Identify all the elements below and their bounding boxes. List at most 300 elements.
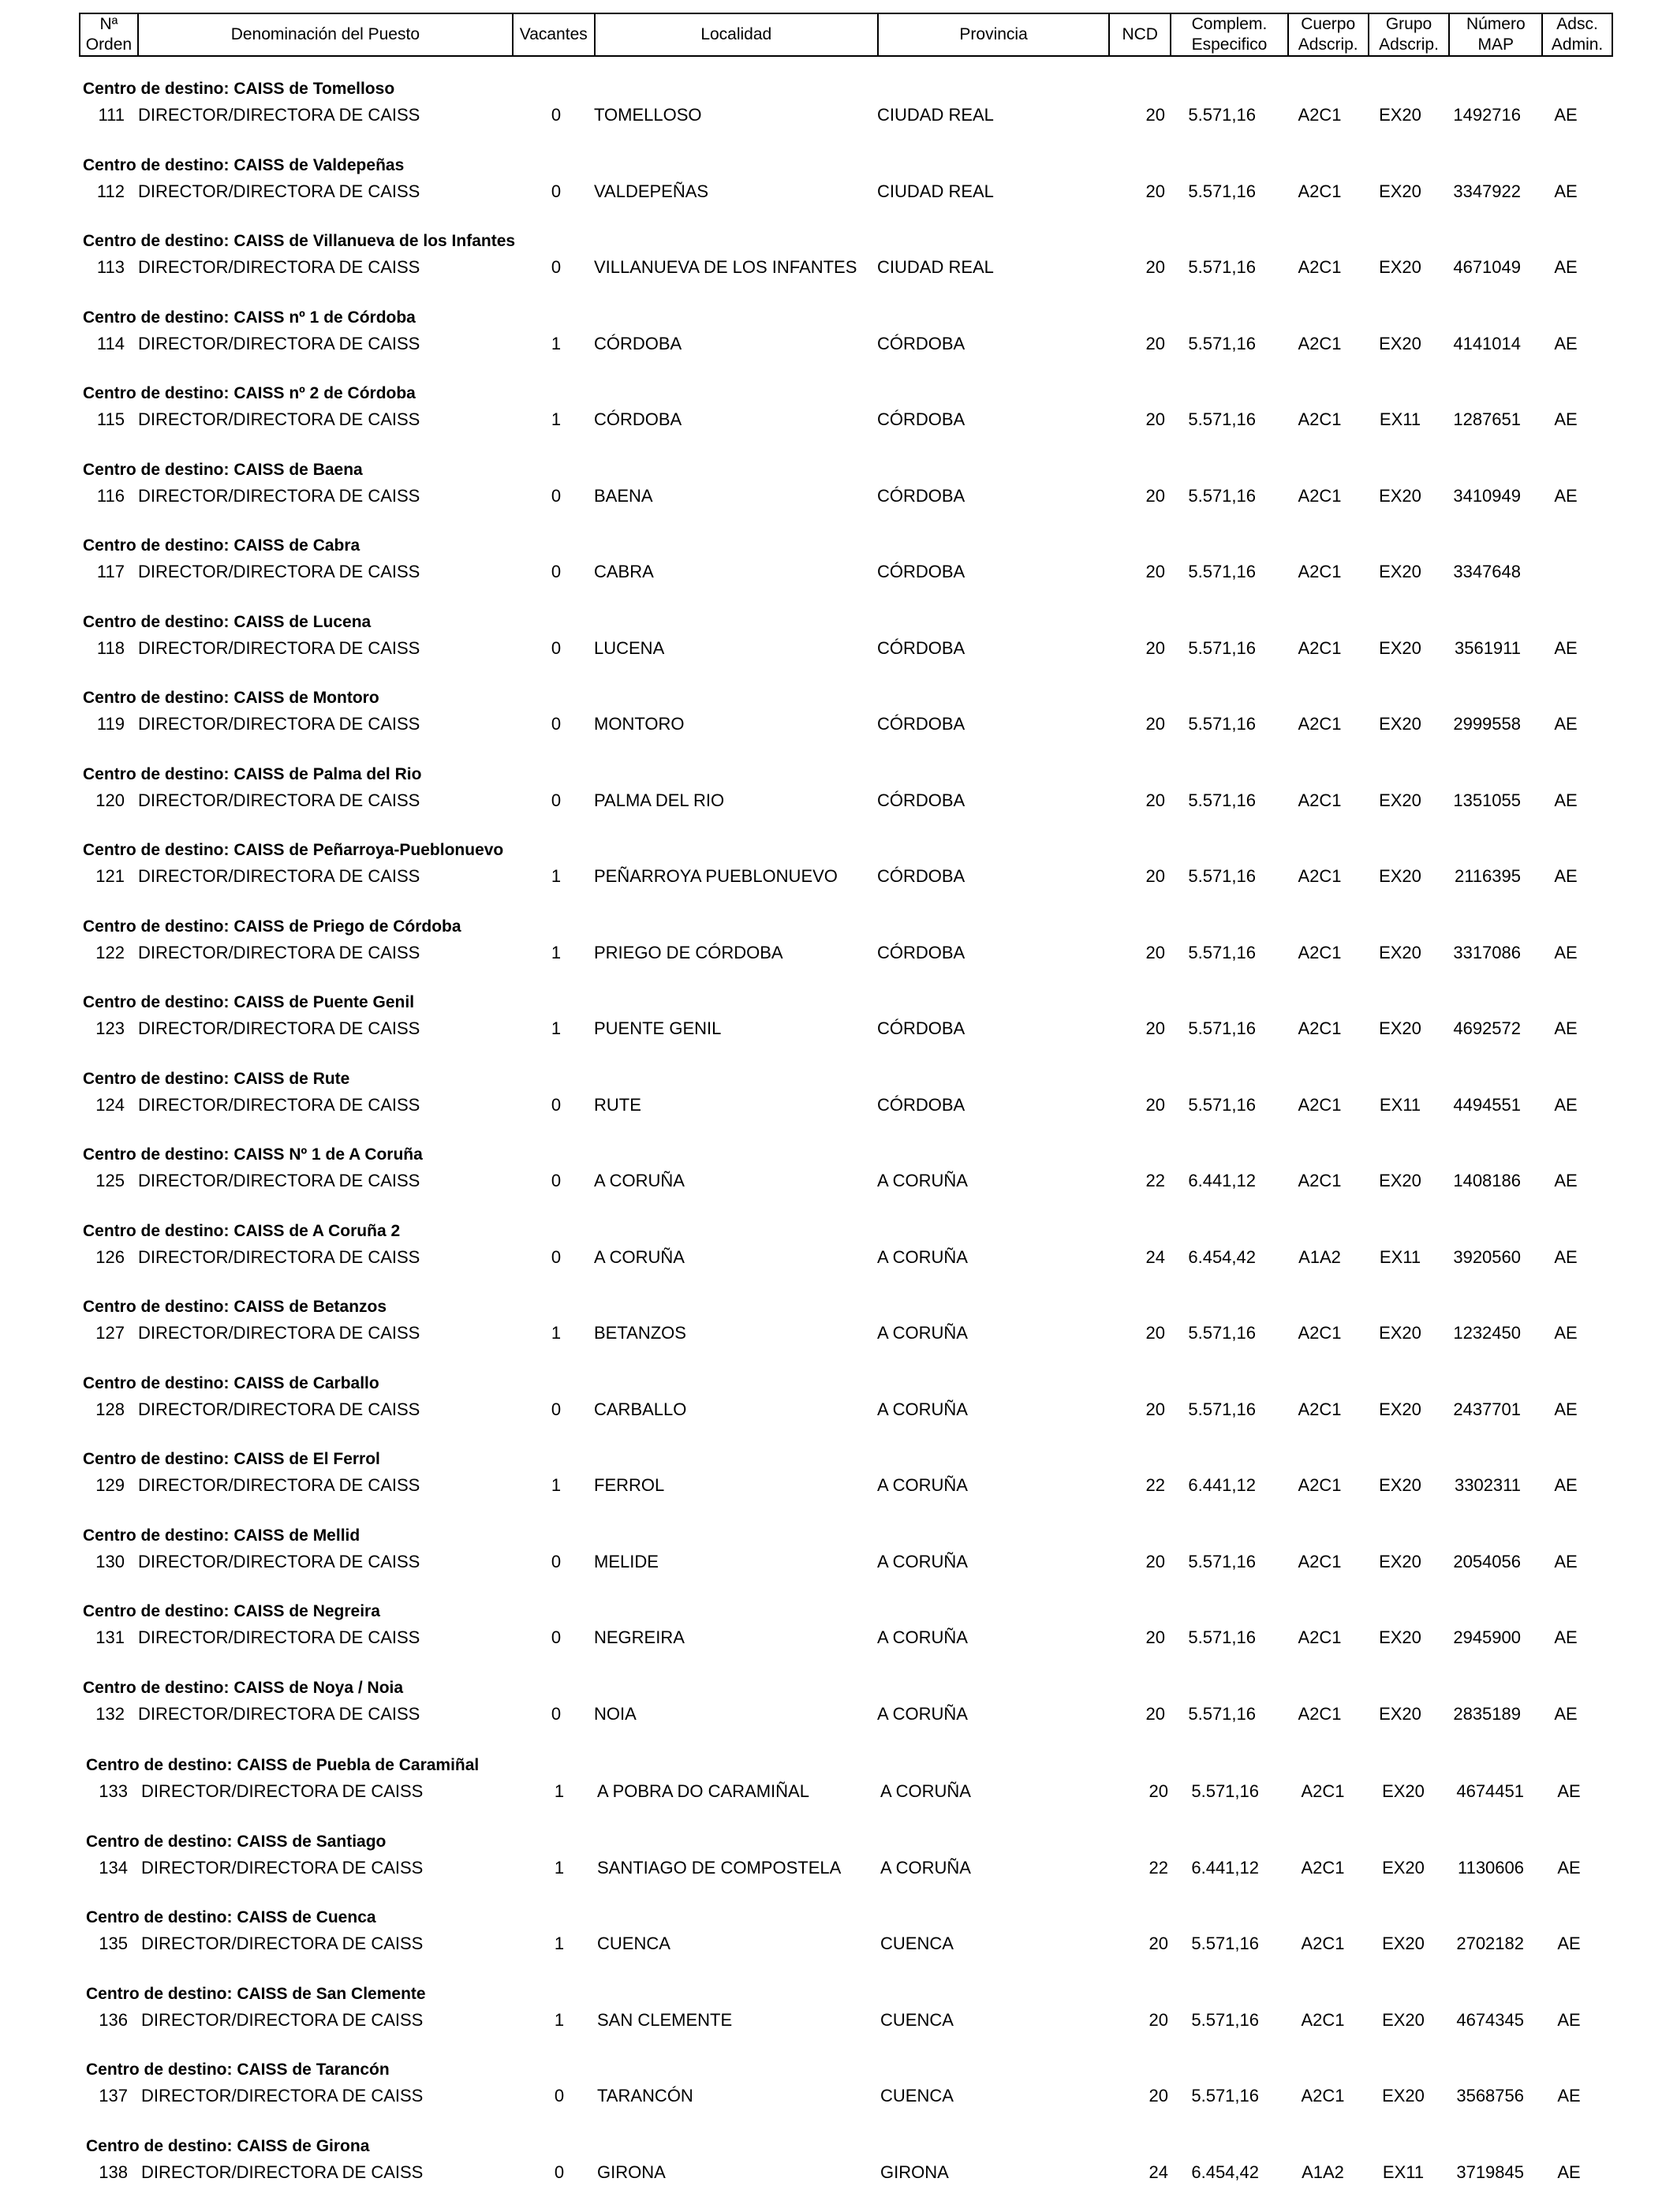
complem-cell: 5.571,16 (1188, 257, 1256, 277)
provincia-cell: CÓRDOBA (877, 333, 965, 353)
map-number-cell: 3347648 (1453, 562, 1521, 581)
ncd-cell: 20 (1145, 1703, 1165, 1724)
centro-destino-title: Centro de destino: CAISS de Baena (83, 460, 363, 479)
header-adsc: Adsc. Admin. (1551, 15, 1604, 54)
header-complem: Complem. Especifico (1171, 14, 1289, 55)
complem-cell: 6.441,12 (1191, 1857, 1259, 1878)
cuerpo-cell: A2C1 (1298, 637, 1342, 658)
centro-destino-title: Centro de destino: CAISS de Betanzos (83, 1298, 387, 1316)
puesto-cell: DIRECTOR/DIRECTORA DE CAISS (138, 1094, 420, 1115)
map-number-cell: 2945900 (1453, 1627, 1521, 1647)
map-number-cell: 1287651 (1453, 409, 1521, 429)
table-row (0, 561, 1677, 583)
grupo-cell: EX20 (1382, 2009, 1425, 2030)
table-row (0, 942, 1677, 964)
ncd-cell: 22 (1149, 1857, 1168, 1878)
complem-cell: 5.571,16 (1188, 105, 1256, 125)
localidad-cell: CARBALLO (594, 1399, 687, 1419)
vacantes-cell: 0 (551, 1399, 562, 1419)
header-orden: Nª Orden (80, 14, 139, 55)
adsc-cell: AE (1557, 2009, 1581, 2030)
provincia-cell: CIUDAD REAL (877, 105, 994, 125)
provincia-cell: A CORUÑA (880, 1781, 971, 1801)
adsc-cell: AE (1557, 1781, 1581, 1801)
provincia-cell: CUENCA (880, 2009, 954, 2030)
cuerpo-cell: A2C1 (1298, 333, 1342, 353)
provincia-cell: A CORUÑA (877, 1171, 968, 1190)
map-number-cell: 3302311 (1454, 1475, 1521, 1495)
table-row (0, 1474, 1677, 1496)
orden-cell: 126 (95, 1246, 125, 1267)
localidad-cell: CÓRDOBA (594, 409, 682, 429)
grupo-cell: EX20 (1379, 257, 1421, 277)
localidad-cell: A POBRA DO CARAMIÑAL (597, 1781, 809, 1801)
complem-cell: 5.571,16 (1188, 1399, 1256, 1419)
header-ncd: NCD (1110, 14, 1171, 55)
provincia-cell: A CORUÑA (877, 1551, 968, 1571)
puesto-cell: DIRECTOR/DIRECTORA DE CAISS (138, 1399, 420, 1419)
centro-entry (0, 1373, 1677, 1449)
ncd-cell: 20 (1145, 1323, 1165, 1343)
provincia-cell: CÓRDOBA (877, 1018, 965, 1038)
map-number-cell: 4674345 (1456, 2009, 1524, 2030)
grupo-cell: EX20 (1379, 1627, 1421, 1647)
orden-cell: 136 (99, 2009, 128, 2030)
cuerpo-cell: A2C1 (1298, 790, 1342, 810)
adsc-cell: AE (1554, 257, 1578, 277)
vacantes-cell: 0 (551, 257, 562, 277)
centro-entry (0, 1907, 1677, 1983)
map-number-cell: 1351055 (1453, 790, 1521, 810)
complem-cell: 6.454,42 (1188, 1246, 1256, 1267)
adsc-cell: AE (1557, 2162, 1581, 2182)
adsc-cell: AE (1554, 181, 1578, 201)
complem-cell: 5.571,16 (1191, 2009, 1259, 2030)
grupo-cell: EX11 (1379, 1094, 1421, 1115)
table-row (0, 2085, 1677, 2107)
vacantes-cell: 1 (554, 2009, 565, 2030)
localidad-cell: PUENTE GENIL (594, 1018, 722, 1038)
cuerpo-cell: A2C1 (1298, 562, 1342, 581)
provincia-cell: A CORUÑA (880, 1857, 971, 1878)
vacantes-cell: 1 (551, 1323, 562, 1343)
header-cuerpo: Cuerpo Adscrip. (1289, 14, 1369, 55)
grupo-cell: EX20 (1379, 1018, 1421, 1038)
table-row (0, 2162, 1677, 2184)
localidad-cell: MELIDE (594, 1551, 659, 1571)
orden-cell: 119 (96, 714, 125, 734)
puesto-cell: DIRECTOR/DIRECTORA DE CAISS (138, 1475, 420, 1495)
map-number-cell: 4141014 (1453, 333, 1521, 353)
centro-entry (0, 1526, 1677, 1601)
map-number-cell: 1408186 (1453, 1171, 1521, 1190)
centro-entry (0, 1832, 1677, 1907)
table-row (0, 1780, 1677, 1803)
puesto-cell: DIRECTOR/DIRECTORA DE CAISS (138, 1171, 420, 1190)
vacantes-cell: 0 (551, 1703, 562, 1724)
centro-destino-title: Centro de destino: CAISS de Tarancón (86, 2061, 390, 2079)
orden-cell: 134 (99, 1857, 128, 1878)
centro-entry (0, 1984, 1677, 2060)
grupo-cell: EX20 (1379, 1171, 1421, 1190)
ncd-cell: 20 (1145, 1551, 1165, 1571)
localidad-cell: PEÑARROYA PUEBLONUEVO (594, 866, 838, 886)
localidad-cell: GIRONA (597, 2162, 666, 2182)
cuerpo-cell: A2C1 (1298, 485, 1342, 506)
grupo-cell: EX20 (1379, 181, 1421, 201)
orden-cell: 135 (99, 1934, 128, 1953)
adsc-cell: AE (1554, 790, 1578, 810)
adsc-cell: AE (1554, 1323, 1578, 1343)
puesto-cell: DIRECTOR/DIRECTORA DE CAISS (138, 714, 420, 734)
cuerpo-cell: A2C1 (1298, 1323, 1342, 1343)
vacantes-cell: 0 (554, 2162, 565, 2182)
centro-destino-title: Centro de destino: CAISS de Puente Genil (83, 993, 415, 1011)
grupo-cell: EX20 (1379, 562, 1421, 581)
centro-destino-title: Centro de destino: CAISS Nº 1 de A Coruña (83, 1145, 423, 1164)
grupo-cell: EX20 (1379, 714, 1421, 734)
puesto-cell: DIRECTOR/DIRECTORA DE CAISS (138, 1246, 420, 1267)
centro-destino-title: Centro de destino: CAISS de Palma del Rio (83, 764, 422, 783)
centro-destino-title: Centro de destino: CAISS de Peñarroya-Pueblonuevo (83, 841, 504, 859)
grupo-cell: EX20 (1379, 790, 1421, 810)
localidad-cell: PRIEGO DE CÓRDOBA (594, 942, 783, 962)
vacantes-cell: 1 (551, 866, 562, 886)
complem-cell: 5.571,16 (1188, 1627, 1256, 1647)
ncd-cell: 20 (1145, 562, 1165, 581)
ncd-cell: 20 (1145, 485, 1165, 506)
complem-cell: 5.571,16 (1188, 790, 1256, 810)
table-row (0, 1094, 1677, 1116)
vacantes-cell: 1 (551, 333, 562, 353)
ncd-cell: 20 (1145, 181, 1165, 201)
vacantes-cell: 0 (551, 1246, 562, 1267)
adsc-cell: AE (1557, 1857, 1581, 1878)
map-number-cell: 4494551 (1453, 1094, 1521, 1115)
grupo-cell: EX20 (1379, 485, 1421, 506)
map-number-cell: 2054056 (1453, 1551, 1521, 1571)
table-row (0, 104, 1677, 126)
vacantes-cell: 1 (551, 942, 562, 962)
ncd-cell: 20 (1149, 1934, 1168, 1953)
adsc-cell: AE (1554, 1551, 1578, 1571)
localidad-cell: CUENCA (597, 1934, 670, 1953)
puesto-cell: DIRECTOR/DIRECTORA DE CAISS (138, 257, 420, 277)
map-number-cell: 1232450 (1453, 1323, 1521, 1343)
complem-cell: 5.571,16 (1188, 1703, 1256, 1724)
grupo-cell: EX20 (1379, 1475, 1421, 1495)
header-localidad: Localidad (596, 14, 879, 55)
centro-entry (0, 1145, 1677, 1220)
grupo-cell: EX20 (1379, 637, 1421, 658)
cuerpo-cell: A2C1 (1301, 2086, 1345, 2106)
complem-cell: 5.571,16 (1188, 942, 1256, 962)
ncd-cell: 20 (1145, 637, 1165, 658)
centro-entry (0, 308, 1677, 383)
localidad-cell: NOIA (594, 1703, 637, 1724)
adsc-cell: AE (1554, 1399, 1578, 1419)
orden-cell: 117 (96, 562, 125, 581)
cuerpo-cell: A2C1 (1301, 1781, 1345, 1801)
map-number-cell: 3719845 (1456, 2162, 1524, 2182)
provincia-cell: CÓRDOBA (877, 942, 965, 962)
provincia-cell: CÓRDOBA (877, 562, 965, 581)
vacantes-cell: 0 (551, 1171, 562, 1190)
centro-destino-title: Centro de destino: CAISS de San Clemente (86, 1984, 426, 2003)
vacantes-cell: 0 (551, 181, 562, 201)
puesto-cell: DIRECTOR/DIRECTORA DE CAISS (141, 1857, 424, 1878)
centro-entry (0, 764, 1677, 840)
adsc-cell: AE (1554, 942, 1578, 962)
complem-cell: 5.571,16 (1188, 1094, 1256, 1115)
vacantes-cell: 0 (554, 2086, 565, 2106)
centro-entry (0, 536, 1677, 611)
ncd-cell: 20 (1145, 1399, 1165, 1419)
orden-cell: 112 (96, 181, 125, 201)
centro-entry (0, 2136, 1677, 2212)
centro-entry (0, 155, 1677, 231)
puesto-cell: DIRECTOR/DIRECTORA DE CAISS (138, 942, 420, 962)
ncd-cell: 24 (1149, 2162, 1168, 2182)
localidad-cell: NEGREIRA (594, 1627, 685, 1647)
orden-cell: 115 (96, 409, 125, 429)
complem-cell: 5.571,16 (1191, 1781, 1259, 1801)
provincia-cell: CUENCA (880, 2086, 954, 2106)
provincia-cell: CÓRDOBA (877, 637, 965, 658)
orden-cell: 128 (95, 1399, 125, 1419)
provincia-cell: CÓRDOBA (877, 714, 965, 734)
vacantes-cell: 1 (554, 1781, 565, 1801)
adsc-cell: AE (1554, 1246, 1578, 1267)
map-number-cell: 1492716 (1453, 105, 1521, 125)
table-row (0, 1933, 1677, 1955)
puesto-cell: DIRECTOR/DIRECTORA DE CAISS (138, 637, 420, 658)
centro-entry (0, 460, 1677, 536)
grupo-cell: EX11 (1382, 2162, 1425, 2182)
localidad-cell: VALDEPEÑAS (594, 181, 709, 201)
puesto-cell: DIRECTOR/DIRECTORA DE CAISS (138, 105, 420, 125)
map-number-cell: 3568756 (1456, 2086, 1524, 2106)
grupo-cell: EX20 (1379, 866, 1421, 886)
puesto-cell: DIRECTOR/DIRECTORA DE CAISS (138, 790, 420, 810)
puesto-cell: DIRECTOR/DIRECTORA DE CAISS (141, 2162, 424, 2182)
adsc-cell: AE (1554, 714, 1578, 734)
centro-entry (0, 1221, 1677, 1297)
vacantes-cell: 1 (554, 1857, 565, 1878)
localidad-cell: TOMELLOSO (594, 105, 702, 125)
map-number-cell: 4671049 (1453, 257, 1521, 277)
centro-entry (0, 612, 1677, 688)
orden-cell: 120 (95, 790, 125, 810)
cuerpo-cell: A1A2 (1302, 2162, 1344, 2182)
vacantes-cell: 1 (554, 1934, 565, 1953)
map-number-cell: 2835189 (1453, 1703, 1521, 1724)
cuerpo-cell: A2C1 (1301, 2009, 1345, 2030)
vacantes-cell: 0 (551, 1094, 562, 1115)
puesto-cell: DIRECTOR/DIRECTORA DE CAISS (138, 409, 420, 429)
centro-entry (0, 1069, 1677, 1145)
orden-cell: 113 (96, 257, 125, 277)
cuerpo-cell: A2C1 (1298, 181, 1342, 201)
map-number-cell: 3561911 (1454, 637, 1521, 658)
localidad-cell: A CORUÑA (594, 1246, 685, 1267)
cuerpo-cell: A2C1 (1298, 409, 1342, 429)
puesto-cell: DIRECTOR/DIRECTORA DE CAISS (138, 485, 420, 506)
provincia-cell: CÓRDOBA (877, 790, 965, 810)
orden-cell: 123 (95, 1018, 125, 1038)
map-number-cell: 1130606 (1457, 1857, 1524, 1878)
ncd-cell: 20 (1145, 1018, 1165, 1038)
centro-entry (0, 1678, 1677, 1754)
puesto-cell: DIRECTOR/DIRECTORA DE CAISS (138, 333, 420, 353)
grupo-cell: EX20 (1379, 1323, 1421, 1343)
ncd-cell: 20 (1145, 790, 1165, 810)
adsc-cell: AE (1554, 333, 1578, 353)
vacantes-cell: 0 (551, 637, 562, 658)
grupo-cell: EX20 (1382, 2086, 1425, 2106)
provincia-cell: CIUDAD REAL (877, 181, 994, 201)
ncd-cell: 20 (1149, 2009, 1168, 2030)
complem-cell: 5.571,16 (1188, 866, 1256, 886)
cuerpo-cell: A2C1 (1298, 1475, 1342, 1495)
adsc-cell: AE (1554, 485, 1578, 506)
table-row (0, 1551, 1677, 1573)
complem-cell: 5.571,16 (1191, 1934, 1259, 1953)
puesto-cell: DIRECTOR/DIRECTORA DE CAISS (141, 1781, 424, 1801)
table-row (0, 790, 1677, 812)
adsc-cell: AE (1554, 1475, 1578, 1495)
grupo-cell: EX20 (1382, 1781, 1425, 1801)
cuerpo-cell: A2C1 (1298, 1703, 1342, 1724)
puesto-cell: DIRECTOR/DIRECTORA DE CAISS (138, 1703, 420, 1724)
provincia-cell: CIUDAD REAL (877, 257, 994, 277)
vacantes-cell: 1 (551, 1475, 562, 1495)
provincia-cell: CÓRDOBA (877, 485, 965, 506)
table-row (0, 1857, 1677, 1879)
localidad-cell: CABRA (594, 562, 654, 581)
centro-destino-title: Centro de destino: CAISS de Noya / Noia (83, 1678, 404, 1697)
table-row (0, 1246, 1677, 1269)
orden-cell: 124 (95, 1094, 125, 1115)
orden-cell: 125 (95, 1171, 125, 1190)
orden-cell: 114 (96, 333, 125, 353)
cuerpo-cell: A2C1 (1298, 105, 1342, 125)
localidad-cell: BETANZOS (594, 1323, 686, 1343)
adsc-cell: AE (1554, 409, 1578, 429)
adsc-cell: AE (1554, 1703, 1578, 1724)
complem-cell: 5.571,16 (1188, 409, 1256, 429)
grupo-cell: EX20 (1379, 1551, 1421, 1571)
centro-entry (0, 79, 1677, 155)
map-number-cell: 4674451 (1456, 1781, 1524, 1801)
localidad-cell: FERROL (594, 1475, 665, 1495)
grupo-cell: EX20 (1379, 1703, 1421, 1724)
cuerpo-cell: A2C1 (1298, 1171, 1342, 1190)
complem-cell: 5.571,16 (1188, 1323, 1256, 1343)
provincia-cell: A CORUÑA (877, 1475, 968, 1495)
adsc-cell: AE (1554, 105, 1578, 125)
orden-cell: 132 (95, 1703, 125, 1724)
table-row (0, 1399, 1677, 1421)
adsc-cell: AE (1554, 1171, 1578, 1190)
cuerpo-cell: A2C1 (1298, 1627, 1342, 1647)
orden-cell: 111 (98, 105, 125, 125)
header-vacantes: Vacantes (514, 14, 596, 55)
grupo-cell: EX20 (1379, 105, 1421, 125)
cuerpo-cell: A2C1 (1298, 866, 1342, 886)
centro-destino-title: Centro de destino: CAISS nº 2 de Córdoba (83, 384, 416, 402)
ncd-cell: 22 (1145, 1475, 1165, 1495)
complem-cell: 6.441,12 (1188, 1475, 1256, 1495)
vacantes-cell: 0 (551, 1551, 562, 1571)
table-row (0, 1322, 1677, 1344)
grupo-cell: EX20 (1379, 1399, 1421, 1419)
orden-cell: 130 (95, 1551, 125, 1571)
map-number-cell: 2116395 (1454, 866, 1521, 886)
vacantes-cell: 1 (551, 409, 562, 429)
localidad-cell: MONTORO (594, 714, 685, 734)
puesto-cell: DIRECTOR/DIRECTORA DE CAISS (141, 2086, 424, 2106)
orden-cell: 127 (95, 1323, 125, 1343)
puesto-cell: DIRECTOR/DIRECTORA DE CAISS (138, 1551, 420, 1571)
localidad-cell: SANTIAGO DE COMPOSTELA (597, 1857, 842, 1878)
puesto-cell: DIRECTOR/DIRECTORA DE CAISS (138, 1323, 420, 1343)
table-row (0, 2009, 1677, 2031)
localidad-cell: VILLANUEVA DE LOS INFANTES (594, 257, 857, 277)
ncd-cell: 20 (1149, 1781, 1168, 1801)
adsc-cell: AE (1554, 1094, 1578, 1115)
provincia-cell: CÓRDOBA (877, 1094, 965, 1115)
localidad-cell: SAN CLEMENTE (597, 2009, 733, 2030)
table-row (0, 637, 1677, 659)
centro-entry (0, 1297, 1677, 1373)
puesto-cell: DIRECTOR/DIRECTORA DE CAISS (141, 1934, 424, 1953)
centro-entry (0, 1601, 1677, 1677)
ncd-cell: 24 (1145, 1246, 1165, 1267)
ncd-cell: 20 (1145, 1094, 1165, 1115)
provincia-cell: CÓRDOBA (877, 866, 965, 886)
centro-destino-title: Centro de destino: CAISS de Valdepeñas (83, 155, 405, 174)
centro-entry (0, 840, 1677, 916)
centro-destino-title: Centro de destino: CAISS nº 1 de Córdoba (83, 308, 416, 327)
provincia-cell: A CORUÑA (877, 1323, 968, 1343)
localidad-cell: A CORUÑA (594, 1171, 685, 1190)
cuerpo-cell: A2C1 (1301, 1934, 1345, 1953)
provincia-cell: GIRONA (880, 2162, 949, 2182)
cuerpo-cell: A2C1 (1298, 1094, 1342, 1115)
grupo-cell: EX11 (1379, 1246, 1421, 1267)
grupo-cell: EX20 (1379, 333, 1421, 353)
table-row (0, 485, 1677, 507)
centro-destino-title: Centro de destino: CAISS de Tomelloso (83, 80, 395, 98)
provincia-cell: A CORUÑA (877, 1703, 968, 1724)
localidad-cell: LUCENA (594, 637, 665, 658)
centro-entry (0, 2060, 1677, 2135)
centro-destino-title: Centro de destino: CAISS de Priego de Córdoba (83, 917, 461, 936)
centro-destino-title: Centro de destino: CAISS de Puebla de Caramiñal (86, 1756, 480, 1774)
map-number-cell: 3317086 (1453, 942, 1521, 962)
centro-destino-title: Centro de destino: CAISS de Santiago (86, 1832, 387, 1851)
centro-destino-title: Centro de destino: CAISS de Lucena (83, 612, 372, 631)
vacantes-cell: 0 (551, 1627, 562, 1647)
puesto-cell: DIRECTOR/DIRECTORA DE CAISS (138, 1627, 420, 1647)
table-row (0, 1703, 1677, 1725)
map-number-cell: 3410949 (1453, 485, 1521, 506)
grupo-cell: EX11 (1379, 409, 1421, 429)
ncd-cell: 22 (1145, 1171, 1165, 1190)
orden-cell: 116 (96, 485, 125, 506)
adsc-cell: AE (1557, 2086, 1581, 2106)
